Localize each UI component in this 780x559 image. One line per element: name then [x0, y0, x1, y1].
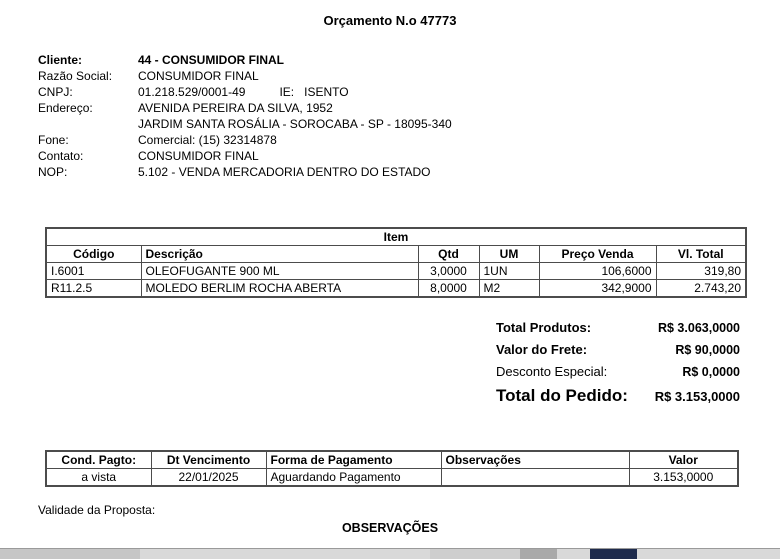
payment-row [46, 469, 738, 487]
cell-observacoes [441, 469, 629, 487]
col-header-preco-venda: Preço Venda [539, 246, 656, 263]
col-header-vl-total: Vl. Total [656, 246, 746, 263]
taskbar-segment [430, 549, 520, 559]
totals-row [496, 364, 740, 386]
client-info-block [38, 52, 452, 180]
cell-valor: 3.153,0000 [629, 469, 738, 487]
field-value: AVENIDA PEREIRA DA SILVA, 1952 [138, 101, 333, 115]
taskbar-segment [140, 549, 430, 559]
col-header-qtd: Qtd [418, 246, 479, 263]
client-row [38, 164, 452, 180]
observations-title: OBSERVAÇÕES [341, 521, 439, 535]
totals-block [496, 320, 740, 408]
totals-row [496, 320, 740, 342]
cell-um: M2 [479, 280, 539, 298]
cell-codigo: R11.2.5 [46, 280, 141, 298]
valor-frete-label: Valor do Frete: [496, 342, 588, 357]
field-value: CONSUMIDOR FINAL [138, 149, 259, 163]
field-label: CNPJ: [38, 85, 73, 99]
taskbar-segment [557, 549, 590, 559]
field-label: Endereço: [38, 101, 93, 115]
totals-row [496, 342, 740, 364]
taskbar-segment [637, 549, 780, 559]
cell-descricao: MOLEDO BERLIM ROCHA ABERTA [141, 280, 418, 298]
total-pedido-label: Total do Pedido: [496, 386, 628, 405]
item-table-group-header: Item [46, 228, 746, 246]
cell-dt-vencimento: 22/01/2025 [151, 469, 266, 487]
field-value: CONSUMIDOR FINAL [138, 69, 259, 83]
field-label: NOP: [38, 165, 68, 179]
desconto-especial-label: Desconto Especial: [496, 364, 608, 379]
col-header-cond-pagto: Cond. Pagto: [46, 451, 151, 469]
payment-table-header-row [46, 451, 738, 469]
cell-qtd: 8,0000 [418, 280, 479, 298]
col-header-dt-vencimento: Dt Vencimento [151, 451, 266, 469]
col-header-descricao: Descrição [141, 246, 418, 263]
cell-cond-pagto: a vista [46, 469, 151, 487]
client-row [38, 100, 452, 116]
field-value: 01.218.529/0001-49 [138, 85, 246, 99]
field-label: Razão Social: [38, 69, 113, 83]
cell-preco-venda: 342,9000 [539, 280, 656, 298]
total-produtos-label: Total Produtos: [496, 320, 592, 335]
taskbar-segment [520, 549, 557, 559]
taskbar-segment [0, 549, 140, 559]
client-row [38, 148, 452, 164]
total-produtos-value: R$ 3.063,0000 [657, 321, 740, 335]
total-pedido-value: R$ 3.153,0000 [654, 389, 740, 404]
col-header-observacoes: Observações [441, 451, 629, 469]
cell-um: 1UN [479, 263, 539, 280]
client-row [38, 116, 452, 132]
cell-codigo: I.6001 [46, 263, 141, 280]
field-value: 5.102 - VENDA MERCADORIA DENTRO DO ESTADO [138, 165, 431, 179]
taskbar-active-button[interactable] [590, 549, 637, 559]
field-value: 44 - CONSUMIDOR FINAL [138, 53, 285, 67]
cell-qtd: 3,0000 [418, 263, 479, 280]
col-header-um: UM [479, 246, 539, 263]
cell-vl-total: 319,80 [656, 263, 746, 280]
cell-preco-venda: 106,6000 [539, 263, 656, 280]
field-value: Comercial: (15) 32314878 [138, 133, 277, 147]
valor-frete-value: R$ 90,0000 [675, 343, 740, 357]
cell-forma-pagamento: Aguardando Pagamento [266, 469, 441, 487]
item-table-group-row [46, 228, 746, 246]
cell-descricao: OLEOFUGANTE 900 ML [141, 263, 418, 280]
client-row [38, 52, 452, 68]
desconto-especial-value: R$ 0,0000 [682, 365, 740, 379]
item-row [46, 280, 746, 298]
page-title: Orçamento N.o 47773 [323, 13, 457, 28]
col-header-codigo: Código [46, 246, 141, 263]
ie-value: ISENTO [304, 85, 349, 99]
taskbar-edge [0, 548, 780, 559]
client-row [38, 132, 452, 148]
client-row [38, 68, 452, 84]
cell-vl-total: 2.743,20 [656, 280, 746, 298]
client-row [38, 84, 452, 100]
col-header-forma-pagamento: Forma de Pagamento [266, 451, 441, 469]
ie-label: IE: [279, 85, 295, 99]
field-label [38, 116, 138, 132]
item-table-header-row [46, 246, 746, 263]
col-header-valor: Valor [629, 451, 738, 469]
item-row [46, 263, 746, 280]
field-label: Cliente: [38, 53, 83, 67]
field-label: Contato: [38, 149, 84, 163]
validity-label: Validade da Proposta: [38, 503, 156, 517]
grand-total-row [496, 386, 740, 408]
payment-table [45, 450, 739, 487]
field-label: Fone: [38, 133, 69, 147]
field-value: JARDIM SANTA ROSÁLIA - SOROCABA - SP - 18095-340 [138, 117, 452, 131]
item-table [45, 227, 747, 298]
